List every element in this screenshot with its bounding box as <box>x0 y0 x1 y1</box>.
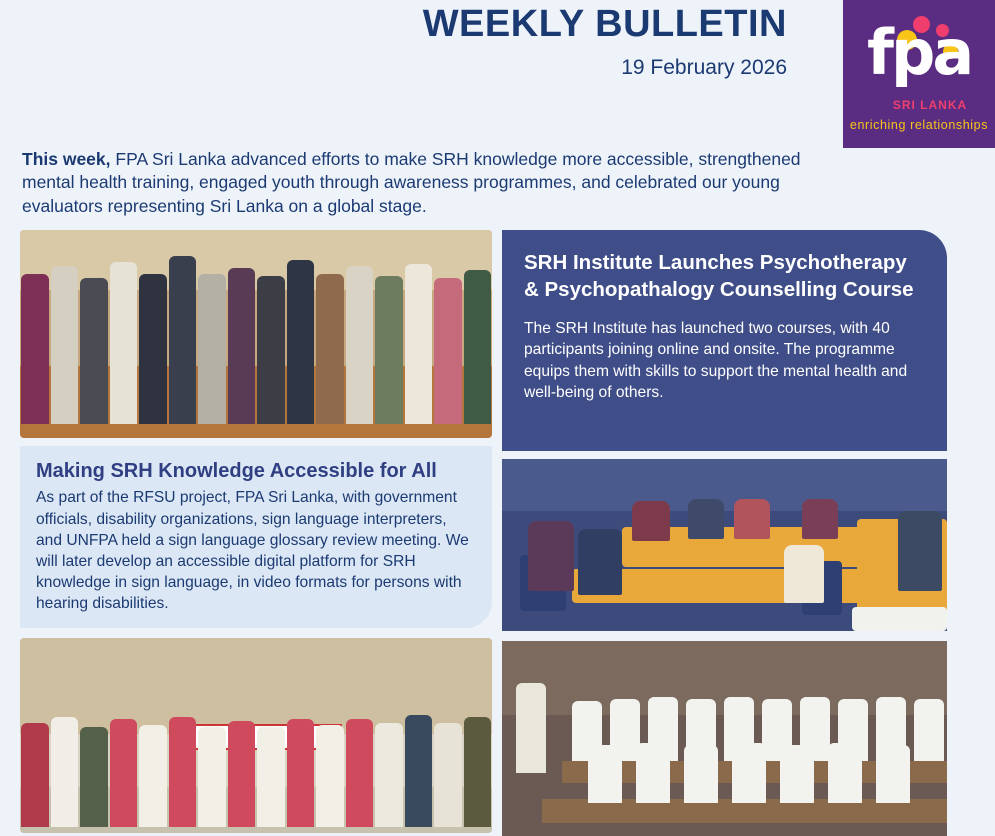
header-title-block <box>167 4 787 80</box>
intro-body: FPA Sri Lanka advanced efforts to make SRH knowledge more accessible, strengthened mental health training, engaged youth through awareness programmes, and celebrated our young evaluators representing Sri Lanka on a global stage. <box>22 149 801 216</box>
fpa-logo-mark <box>867 16 971 102</box>
intro-paragraph <box>0 148 830 218</box>
fpa-logo <box>843 0 995 148</box>
bulletin-header <box>0 0 995 148</box>
story-title-srh-knowledge: Making SRH Knowledge Accessible for All <box>36 460 437 483</box>
story-photo-youth-awareness-hall <box>502 641 947 836</box>
logo-country-label: SRI LANKA <box>892 98 968 112</box>
logo-tagline: enriching relationships <box>849 118 989 132</box>
story-photo-srh-knowledge <box>20 230 492 438</box>
story-title-srh-institute: SRH Institute Launches Psychotherapy & Psychopathalogy Counselling Course <box>524 251 914 301</box>
logo-wordmark: fpa <box>867 16 972 89</box>
story-photo-youth-awareness-outdoor <box>20 638 492 833</box>
story-card-srh-institute <box>502 230 947 451</box>
story-body-srh-knowledge: As part of the RFSU project, FPA Sri Lanka, with government officials, disability organizations, sign language interpreters, and UNFPA held a sign language glossary review meeting. We will later develop an accessible digital platform for SRH knowledge in sign language, in video formats for persons with hearing disabilities. <box>36 489 469 613</box>
story-column-left <box>20 230 492 836</box>
story-card-srh-knowledge <box>20 446 492 628</box>
page-title: WEEKLY BULLETIN <box>422 3 787 45</box>
intro-lead: This week, <box>22 149 111 169</box>
story-grid <box>0 230 995 836</box>
story-photo-srh-institute <box>502 459 947 631</box>
story-column-right <box>502 230 947 836</box>
bulletin-date: 19 February 2026 <box>621 55 787 79</box>
story-body-srh-institute: The SRH Institute has launched two courses, with 40 participants joining online and onsite. The programme equips them with skills to support the mental health and well-being of others. <box>524 319 908 402</box>
